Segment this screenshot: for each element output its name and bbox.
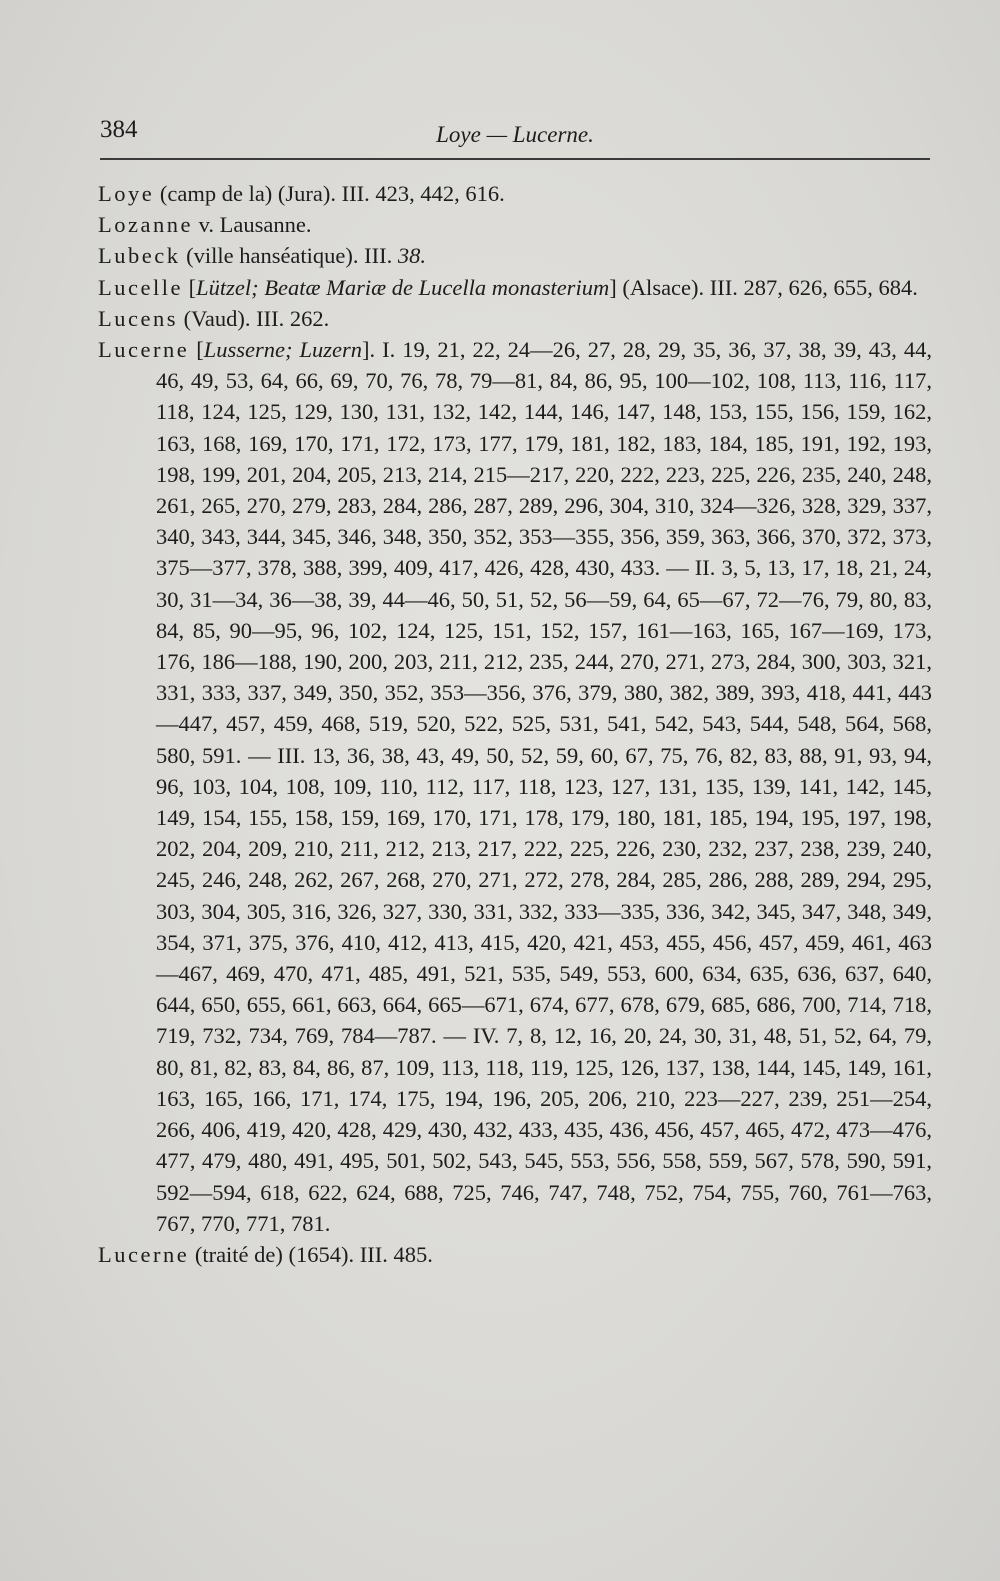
entry-text: [: [189, 337, 204, 363]
index-entry: [98, 209, 932, 240]
entry-text: (camp de la) (Jura). III. 423, 442, 616.: [154, 181, 505, 206]
entry-term: Lubeck: [98, 243, 181, 269]
entry-term: Lucelle: [98, 274, 183, 300]
index-entry: [98, 1239, 932, 1270]
entry-references: ] (Alsace). III. 287, 626, 655, 684.: [609, 274, 918, 300]
index-entry: [98, 272, 932, 303]
entry-alias: Lützel; Beatæ Mariæ de Lucella monasterium: [196, 274, 610, 300]
entry-text: (Vaud). III. 262.: [177, 305, 330, 331]
header-rule: [100, 158, 930, 160]
page-header: [100, 112, 930, 158]
index-entry: [98, 334, 932, 1239]
entry-text: v. Lausanne.: [192, 212, 312, 238]
entry-term: Lucerne: [98, 1241, 190, 1267]
index-entry: [98, 178, 932, 209]
page-number: 384: [100, 116, 138, 143]
index-entry: [98, 303, 932, 334]
entry-alias: Lusserne; Luzern: [203, 337, 362, 363]
entry-term: Lozanne: [98, 212, 193, 238]
running-title: Loye — Lucerne.: [436, 122, 594, 147]
entry-term: Lucerne: [98, 337, 190, 363]
entry-term: Lucens: [98, 305, 178, 331]
entry-text: (traité de) (1654). III. 485.: [189, 1241, 433, 1267]
entry-text: [: [182, 274, 197, 300]
entry-italic-pages: 38.: [397, 243, 427, 269]
entry-references: ]. I. 19, 21, 22, 24—26, 27, 28, 29, 35, 36, 37, 38, 39, 43, 44, 46, 49, 53, 64, 66, 69, 70, 76, 78, 79—81, 84, 86, 95, 100—102, 108, 113, 116, 117, 118, 124, 125, 129, 130, 131, 132, 142, 144, 146, 147, 148, 153, 155, 156, 159, 162, 163, 168, 169, 170, 171, 172, 173, 177, 179, 181, 182, 183, 184, 185, 191, 192, 193, 198, 199, 201, 204, 205, 213, 214, 215—217, 220, 222, 223, 225, 226, 235, 240, 248, 261, 265, 270, 279, 283, 284, 286, 287, 289, 296, 304, 310, 324—326, 328, 329, 337, 340, 343, 344, 345, 346, 348, 350, 352, 353—355, 356, 359, 363, 366, 370, 372, 373, 375—377, 378, 388, 399, 409, 417, 426, 428, 430, 433. — II. 3, 5, 13, 17, 18, 21, 24, 30, 31—34, 36—38, 39, 44—46, 50, 51, 52, 56—59, 64, 65—67, 72—76, 79, 80, 83, 84, 85, 90—95, 96, 102, 124, 125, 151, 152, 157, 161—163, 165, 167—169, 173, 176, 186—188, 190, 200, 203, 211, 212, 235, 244, 270, 271, 273, 284, 300, 303, 321, 331, 333, 337, 349, 350, 352, 353—356, 376, 379, 380, 382, 389, 393, 418, 441, 443—447, 457, 459, 468, 519, 520, 522, 525, 531, 541, 542, 543, 544, 548, 564, 568, 580, 591. — III. 13, 36, 38, 43, 49, 50, 52, 59, 60, 67, 75, 76, 82, 83, 88, 91, 93, 94, 96, 103, 104, 108, 109, 110, 112, 117, 118, 123, 127, 131, 135, 139, 141, 142, 145, 149, 154, 155, 158, 159, 169, 170, 171, 178, 179, 180, 181, 185, 194, 195, 197, 198, 202, 204, 209, 210, 211, 212, 213, 217, 222, 225, 226, 230, 232, 237, 238, 239, 240, 245, 246, 248, 262, 267, 268, 270, 271, 272, 278, 284, 285, 286, 288, 289, 294, 295, 303, 304, 305, 316, 326, 327, 330, 331, 332, 333—335, 336, 342, 345, 347, 348, 349, 354, 371, 375, 376, 410, 412, 413, 415, 420, 421, 453, 455, 456, 457, 459, 461, 463—467, 469, 470, 471, 485, 491, 521, 535, 549, 553, 600, 634, 635, 636, 637, 640, 644, 650, 655, 661, 663, 664, 665—671, 674, 677, 678, 679, 685, 686, 700, 714, 718, 719, 732, 734, 769, 784—787. — IV. 7, 8, 12, 16, 20, 24, 30, 31, 48, 51, 52, 64, 79, 80, 81, 82, 83, 84, 86, 87, 109, 113, 118, 119, 125, 126, 137, 138, 144, 145, 149, 161, 163, 165, 166, 171, 174, 175, 194, 196, 205, 206, 210, 223—227, 239, 251—254, 266, 406, 419, 420, 428, 429, 430, 432, 433, 435, 436, 456, 457, 465, 472, 473—476, 477, 479, 480, 491, 495, 501, 502, 543, 545, 553, 556, 558, 559, 567, 578, 590, 591, 592—594, 618, 622, 624, 688, 725, 746, 747, 748, 752, 754, 755, 760, 761—763, 767, 770, 771, 781.: [156, 337, 932, 1236]
index-entries: [98, 178, 932, 1270]
entry-term: Loye: [98, 181, 155, 206]
index-entry: [98, 240, 932, 271]
entry-text: (ville hanséatique). III.: [180, 243, 398, 269]
